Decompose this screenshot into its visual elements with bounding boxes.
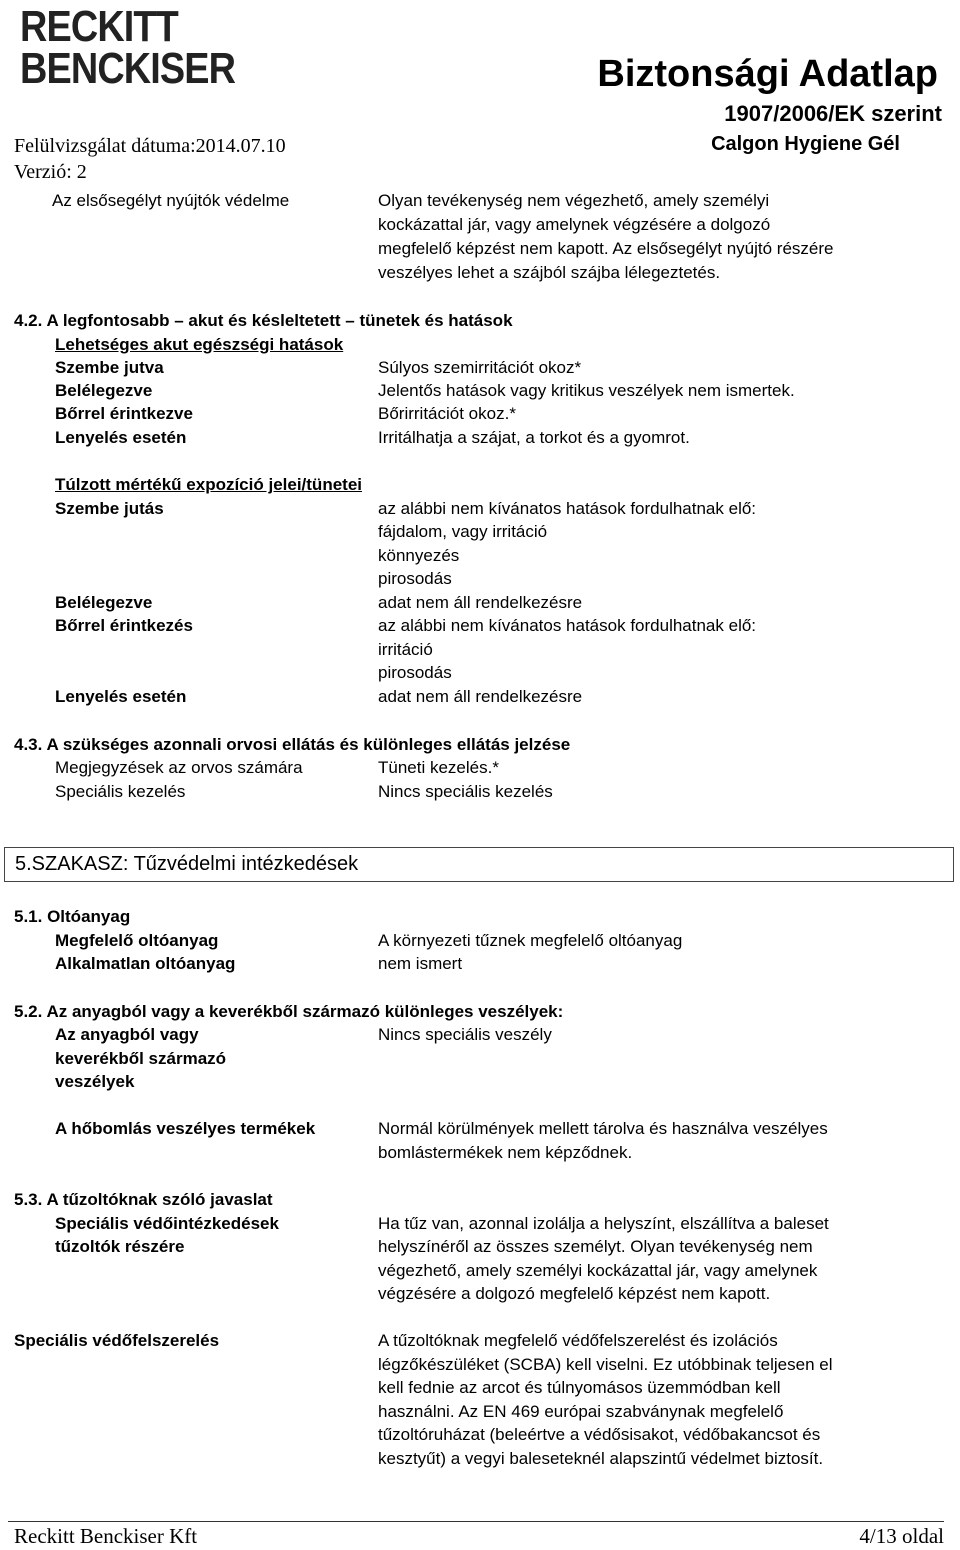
special-treatment-value: Nincs speciális kezelés [378,782,553,801]
hazards-label-line: veszélyek [55,1072,135,1091]
section-5-2-heading: 5.2. Az anyagból vagy a keverékből származó különleges veszélyek: [14,1002,564,1021]
firefighter-measures-line: Ha tűz van, azonnal izolálja a helyszínt, elszállítva a baleset [378,1214,829,1233]
overexposure-value: pirosodás [378,663,452,682]
protective-equipment-line: légzőkészüléket (SCBA) kell viselni. Ez utóbbinak teljesen el [378,1355,833,1374]
protective-equipment-line: használni. Az EN 469 európai szabványnak megfelelő [378,1402,784,1421]
unsuitable-media-value: nem ismert [378,954,463,973]
suitable-media-value: A környezeti tűznek megfelelő oltóanyag [378,931,683,950]
firstaid-protection-line: megfelelő képzést nem kapott. Az elsősegélyt nyújtó részére [378,239,834,258]
section-5-3-heading: 5.3. A tűzoltóknak szóló javaslat [14,1190,273,1209]
overexposure-value: adat nem áll rendelkezésre [378,593,583,612]
overexposure-value: az alábbi nem kívánatos hatások fordulhatnak elő: [378,499,757,518]
revision-date: Felülvizsgálat dátuma:2014.07.10 [14,135,286,157]
firefighter-measures-label: Speciális védőintézkedések [55,1214,279,1233]
footer-company: Reckitt Benckiser Kft [14,1524,198,1548]
acute-effects-subheading: Lehetséges akut egészségi hatások [55,335,344,354]
effect-label: Bőrrel érintkezve [55,404,193,423]
regulation-reference: 1907/2006/EK szerint [724,101,942,126]
firefighter-measures-label: tűzoltók részére [55,1237,185,1256]
version: Verzió: 2 [14,161,87,183]
hazards-value: Nincs speciális veszély [378,1025,552,1044]
company-logo-line2: BENCKISER [20,44,236,93]
effect-label: Lenyelés esetén [55,428,187,447]
protective-equipment-line: kesztyűt) a vegyi baleseteknél alapszintű védelmet biztosít. [378,1449,824,1468]
document-title: Biztonsági Adatlap [597,53,938,95]
hazards-label-line: keverékből származó [55,1049,227,1068]
overexposure-label: Belélegezve [55,593,153,612]
overexposure-value: irritáció [378,640,433,659]
decomposition-value: Normál körülmények mellett tárolva és használva veszélyes [378,1119,828,1138]
firstaid-protection-line: kockázattal jár, vagy amelynek végzésére a dolgozó [378,215,771,234]
hazards-label-line: Az anyagból vagy [55,1025,199,1044]
firstaid-protection-line: Olyan tevékenység nem végezhető, amely személyi [378,191,770,210]
effect-value: Súlyos szemirritációt okoz* [378,358,582,377]
firefighter-measures-line: végzésére a dolgozó megfelelő képzést nem kapott. [378,1284,771,1303]
section-5-1-heading: 5.1. Oltóanyag [14,907,131,926]
unsuitable-media-label: Alkalmatlan oltóanyag [55,954,236,973]
footer-divider [8,1521,944,1522]
overexposure-value: pirosodás [378,569,452,588]
firstaid-protection-label: Az elsősegélyt nyújtók védelme [52,191,290,210]
section-4-3-heading: 4.3. A szükséges azonnali orvosi ellátás és különleges ellátás jelzése [14,735,571,754]
firefighter-measures-line: helyszínéről az összes személyt. Olyan tevékenység nem [378,1237,813,1256]
overexposure-label: Bőrrel érintkezés [55,616,193,635]
section-5-header [4,847,954,882]
effect-value: Irritálhatja a szájat, a torkot és a gyomrot. [378,428,690,447]
protective-equipment-line: kell fednie az arcot és túlnyomásos üzemmódban kell [378,1378,781,1397]
overexposure-label: Lenyelés esetén [55,687,187,706]
effect-value: Bőrirritációt okoz.* [378,404,516,423]
company-logo-line1: RECKITT [20,2,178,51]
overexposure-value: adat nem áll rendelkezésre [378,687,583,706]
protective-equipment-line: A tűzoltóknak megfelelő védőfelszerelést és izolációs [378,1331,778,1350]
suitable-media-label: Megfelelő oltóanyag [55,931,219,950]
protective-equipment-label: Speciális védőfelszerelés [14,1331,220,1350]
section-5-title: 5.SZAKASZ: Tűzvédelmi intézkedések [15,853,359,875]
protective-equipment-line: tűzoltóruházat (beleértve a védősisakot, védőbakancsot és [378,1425,821,1444]
overexposure-value: fájdalom, vagy irritáció [378,522,548,541]
product-name: Calgon Hygiene Gél [711,133,900,155]
special-treatment-label: Speciális kezelés [55,782,186,801]
overexposure-value: az alábbi nem kívánatos hatások fordulhatnak elő: [378,616,757,635]
effect-value: Jelentős hatások vagy kritikus veszélyek nem ismertek. [378,381,795,400]
overexposure-label: Szembe jutás [55,499,164,518]
decomposition-value: bomlástermékek nem képződnek. [378,1143,633,1162]
firefighter-measures-line: végezhető, amely személyi kockázattal jár, vagy amelynek [378,1261,818,1280]
physician-note-label: Megjegyzések az orvos számára [55,758,303,777]
effect-label: Szembe jutva [55,358,164,377]
footer-page-number: 4/13 oldal [859,1524,944,1548]
overexposure-value: könnyezés [378,546,460,565]
decomposition-label: A hőbomlás veszélyes termékek [55,1119,316,1138]
physician-note-value: Tüneti kezelés.* [378,758,499,777]
overexposure-heading: Túlzott mértékű expozíció jelei/tünetei [55,475,362,494]
firstaid-protection-line: veszélyes lehet a szájból szájba lélegeztetés. [378,263,721,282]
section-4-2-heading: 4.2. A legfontosabb – akut és késleltetett – tünetek és hatások [14,311,513,330]
effect-label: Belélegezve [55,381,153,400]
